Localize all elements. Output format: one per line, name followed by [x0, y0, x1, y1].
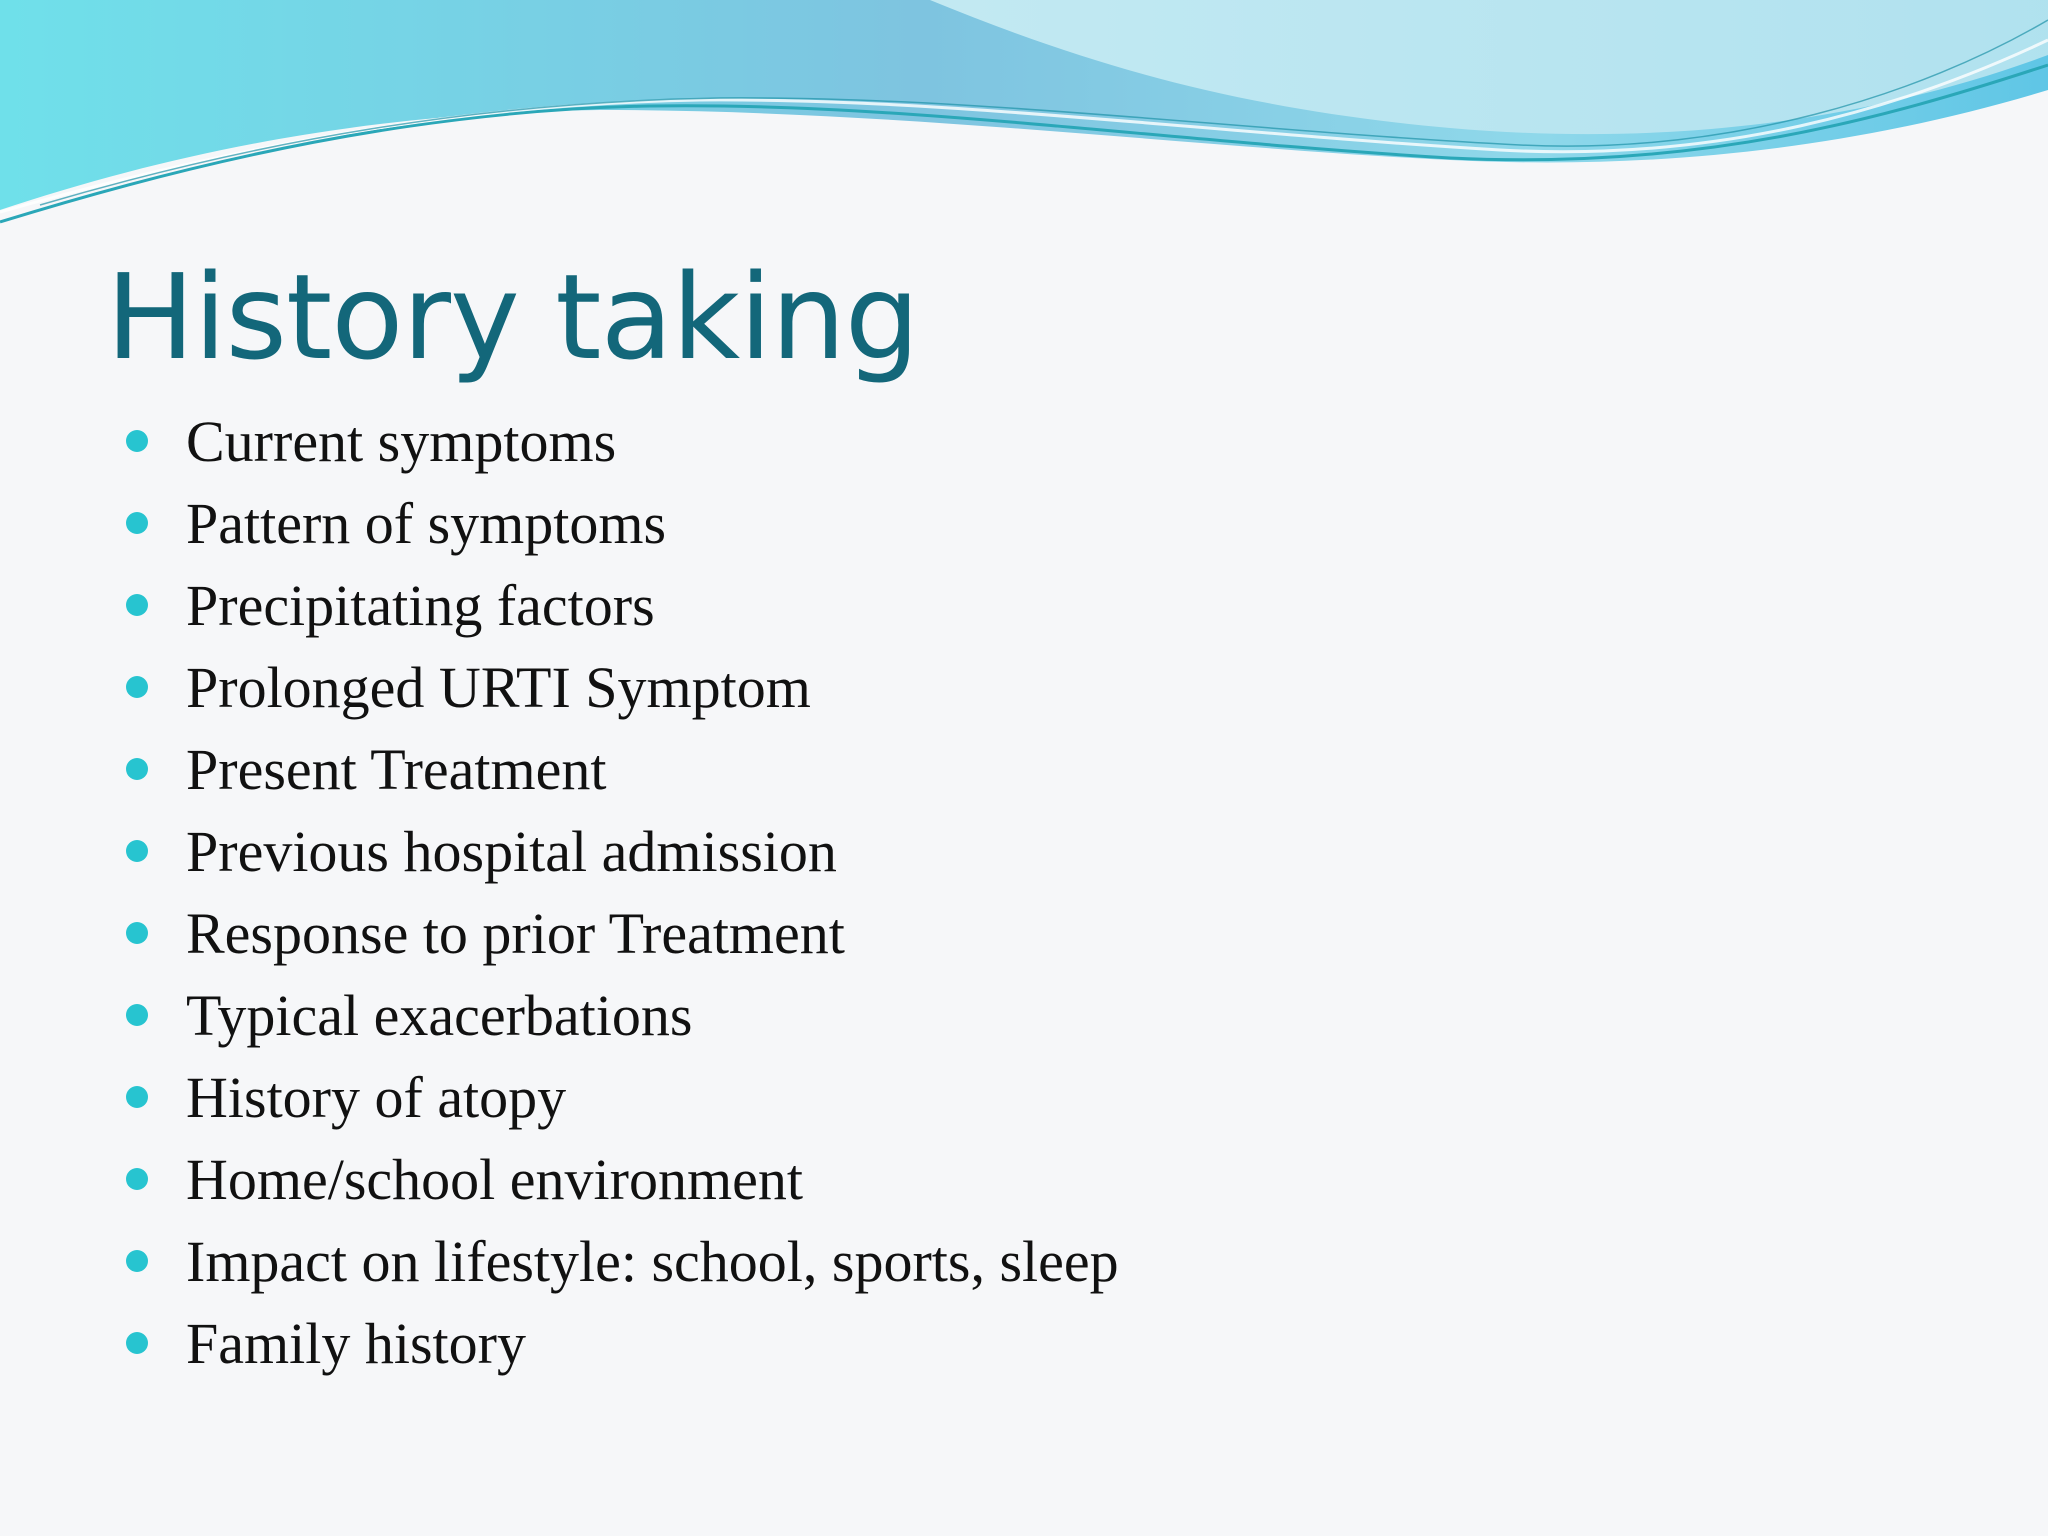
bullet-icon: [126, 1086, 148, 1108]
list-item: [126, 728, 1119, 810]
bullet-icon: [126, 1168, 148, 1190]
list-item-text: Current symptoms: [186, 408, 617, 474]
list-item-text: Prolonged URTI Symptom: [186, 654, 811, 720]
list-item: [126, 400, 1119, 482]
list-item: [126, 892, 1119, 974]
bullet-icon: [126, 430, 148, 452]
list-item: [126, 1220, 1119, 1302]
list-item-text: Impact on lifestyle: school, sports, sleep: [186, 1228, 1119, 1294]
list-item-text: Present Treatment: [186, 736, 607, 802]
list-item-text: Home/school environment: [186, 1146, 803, 1212]
list-item-text: Typical exacerbations: [186, 982, 693, 1048]
list-item-text: Precipitating factors: [186, 572, 655, 638]
bullet-icon: [126, 676, 148, 698]
list-item-text: History of atopy: [186, 1064, 567, 1130]
list-item: [126, 810, 1119, 892]
list-item: [126, 1302, 1119, 1384]
bullet-icon: [126, 840, 148, 862]
list-item: [126, 646, 1119, 728]
list-item-text: Family history: [186, 1310, 526, 1376]
list-item: [126, 1056, 1119, 1138]
bullet-icon: [126, 1004, 148, 1026]
bullet-icon: [126, 1332, 148, 1354]
bullet-icon: [126, 1250, 148, 1272]
list-item: [126, 974, 1119, 1056]
header-wave-decoration: [0, 0, 2048, 260]
bullet-icon: [126, 594, 148, 616]
list-item-text: Previous hospital admission: [186, 818, 837, 884]
list-item: [126, 564, 1119, 646]
list-item: [126, 1138, 1119, 1220]
bullet-icon: [126, 758, 148, 780]
list-item: [126, 482, 1119, 564]
list-item-text: Response to prior Treatment: [186, 900, 845, 966]
bullet-icon: [126, 512, 148, 534]
list-item-text: Pattern of symptoms: [186, 490, 667, 556]
slide-title: History taking: [106, 248, 919, 386]
bullet-icon: [126, 922, 148, 944]
bullet-list: [126, 400, 1119, 1384]
